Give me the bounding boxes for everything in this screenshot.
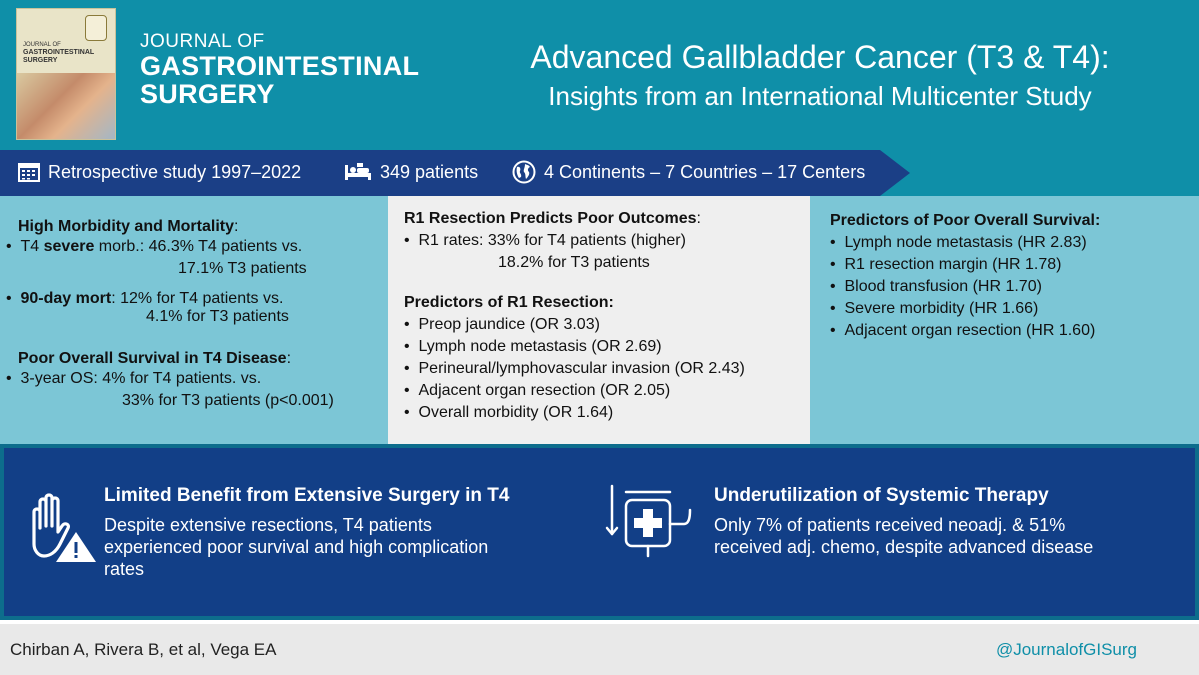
- globe-icon: [512, 160, 536, 184]
- list-item: • Lymph node metastasis (OR 2.69): [404, 338, 662, 355]
- bullet-icon: •: [404, 404, 410, 421]
- bullet-icon: •: [830, 300, 836, 317]
- patient-count: 349 patients: [344, 160, 478, 184]
- section-heading: Predictors of R1 Resection:: [404, 294, 614, 311]
- os-predictor-list: [830, 232, 1196, 342]
- bullet-90-day-mortality: • 90-day mort: 12% for T4 patients vs.: [6, 290, 284, 307]
- overall-survival-panel: [810, 196, 1199, 444]
- limited-benefit-text: Despite extensive resections, T4 patients experienced poor survival and high complication rates: [104, 515, 489, 579]
- bullet-icon: •: [404, 360, 410, 377]
- authors: Chirban A, Rivera B, et al, Vega EA: [10, 640, 277, 659]
- footer: [0, 624, 1199, 675]
- bullet-continuation: 4.1% for T3 patients: [146, 308, 289, 325]
- r1-predictor-list: [404, 314, 808, 424]
- bullet-continuation: 33% for T3 patients (p<0.001): [122, 392, 334, 409]
- study-scope: 4 Continents – 7 Countries – 17 Centers: [512, 160, 865, 184]
- page-title: [440, 38, 1199, 112]
- list-item: • Blood transfusion (HR 1.70): [830, 278, 1042, 295]
- bullet-3-year-os: • 3-year OS: 4% for T4 patients. vs.: [6, 370, 262, 387]
- bullet-continuation: 18.2% for T3 patients: [498, 254, 650, 271]
- journal-cover-image: [16, 8, 116, 140]
- study-period: Retrospective study 1997–2022: [18, 160, 301, 184]
- study-banner: [0, 150, 1199, 196]
- hospital-bed-icon: [344, 163, 372, 181]
- bullet-icon: •: [404, 316, 410, 333]
- journal-name: JOURNAL OF GASTROINTESTINAL SURGERY: [140, 31, 420, 109]
- list-item: • Adjacent organ resection (HR 1.60): [830, 322, 1096, 339]
- section-heading: Poor Overall Survival in T4 Disease:: [18, 350, 292, 367]
- bullet-icon: •: [6, 370, 12, 387]
- bullet-icon: •: [404, 232, 410, 249]
- bullet-icon: •: [404, 338, 410, 355]
- bullet-icon: •: [830, 256, 836, 273]
- systemic-therapy-text: Only 7% of patients received neoadj. & 51% received adj. chemo, despite advanced disease: [714, 515, 1094, 557]
- hand-warning-icon: [20, 492, 98, 564]
- list-item: • Perineural/lymphovascular invasion (OR 2.43): [404, 360, 745, 377]
- bullet-icon: •: [830, 322, 836, 339]
- key-findings-section: [0, 444, 1199, 620]
- bullet-severe-morbidity: • T4 severe morb.: 46.3% T4 patients vs.: [6, 238, 303, 255]
- key-findings-box: [4, 448, 1195, 616]
- bullet-continuation: 17.1% T3 patients: [178, 260, 307, 277]
- journal-seal-icon: [85, 15, 107, 41]
- title-line-1: Advanced Gallbladder Cancer (T3 & T4):: [530, 39, 1110, 75]
- bullet-icon: •: [6, 290, 12, 307]
- title-line-2: Insights from an International Multicenter Study: [548, 81, 1092, 111]
- cover-title: JOURNAL OF GASTROINTESTINAL SURGERY: [23, 42, 95, 64]
- bullet-icon: •: [404, 382, 410, 399]
- cover-illustration: [17, 73, 116, 140]
- section-heading: High Morbidity and Mortality:: [18, 218, 239, 235]
- section-heading: R1 Resection Predicts Poor Outcomes:: [404, 210, 701, 227]
- list-item: • R1 resection margin (HR 1.78): [830, 256, 1062, 273]
- limited-benefit-title: Limited Benefit from Extensive Surgery in T4: [104, 485, 510, 506]
- bullet-icon: •: [6, 238, 12, 255]
- calendar-icon: [18, 162, 40, 182]
- bullet-r1-rates: • R1 rates: 33% for T4 patients (higher): [404, 232, 686, 249]
- systemic-therapy-title: Underutilization of Systemic Therapy: [714, 485, 1049, 506]
- section-heading: Predictors of Poor Overall Survival:: [830, 212, 1101, 229]
- list-item: • Adjacent organ resection (OR 2.05): [404, 382, 671, 399]
- twitter-handle-link[interactable]: @JournalofGISurg: [995, 640, 1137, 659]
- bullet-icon: •: [830, 234, 836, 251]
- list-item: • Severe morbidity (HR 1.66): [830, 300, 1039, 317]
- r1-resection-panel: [388, 196, 810, 444]
- list-item: • Lymph node metastasis (HR 2.83): [830, 234, 1087, 251]
- morbidity-panel: [0, 196, 388, 444]
- list-item: • Preop jaundice (OR 3.03): [404, 316, 600, 333]
- iv-bag-icon: [604, 484, 696, 564]
- list-item: • Overall morbidity (OR 1.64): [404, 404, 614, 421]
- bullet-icon: •: [830, 278, 836, 295]
- header: [0, 0, 1199, 150]
